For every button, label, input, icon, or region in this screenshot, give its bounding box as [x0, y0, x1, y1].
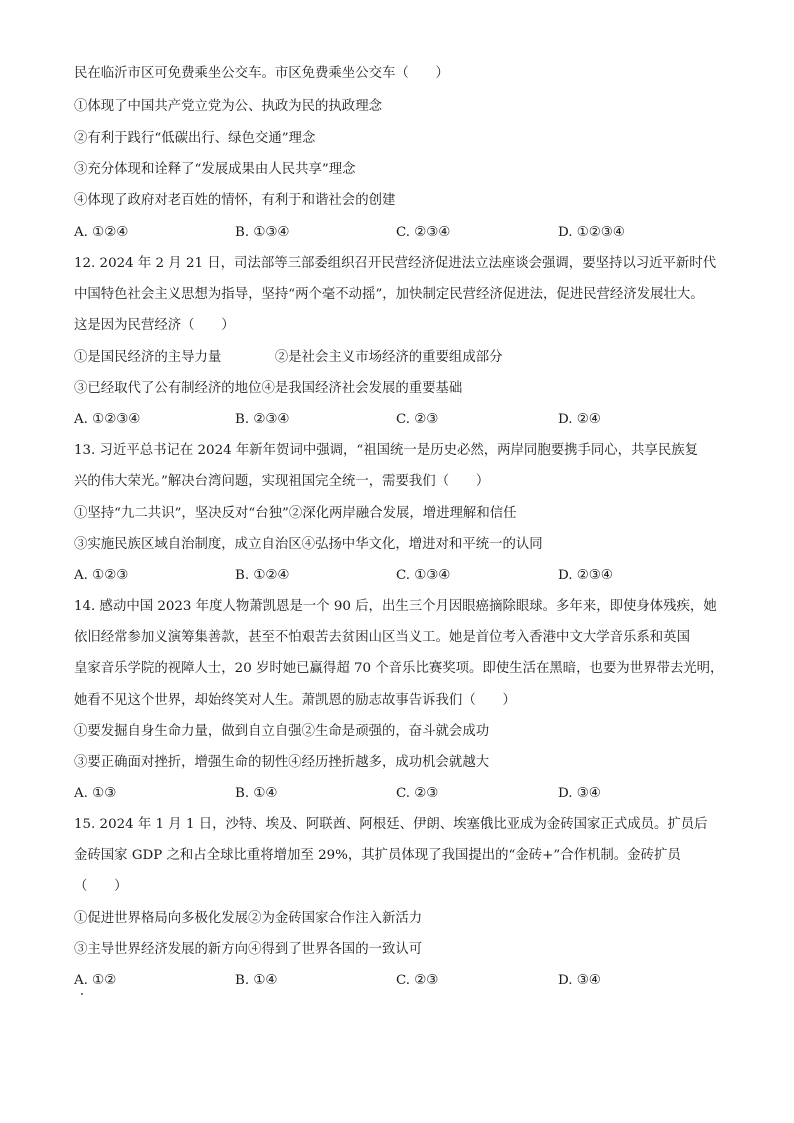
q12-option-line-1: ①是国民经济的主导力量 ②是社会主义市场经济的重要组成部分 — [74, 350, 503, 365]
q15-choice-a: A. ①② — [74, 973, 117, 988]
q14-stem-line-4: 她看不见这个世界，却始终笑对人生。萧凯恩的励志故事告诉我们（ ） — [74, 693, 516, 708]
q14-choice-d: D. ③④ — [558, 786, 601, 801]
q11-option-3: ③充分体现和诠释了“发展成果由人民共享”理念 — [74, 162, 356, 177]
q11-option-2: ②有利于践行“低碳出行、绿色交通”理念 — [74, 131, 316, 146]
q11-choice-a: A. ①②④ — [74, 225, 129, 240]
q14-stem-line-1: 14. 感动中国 2023 年度人物萧凯恩是一个 90 后，出生三个月因眼癌摘除眼球。多年来，即使身体残疾，她 — [74, 599, 717, 614]
q13-choices — [74, 566, 734, 586]
q15-choice-c: C. ②③ — [396, 973, 439, 988]
q15-choice-b: B. ①④ — [235, 973, 278, 988]
q12-choice-a: A. ①②③④ — [74, 412, 141, 427]
q14-option-line-1: ①要发掘自身生命力量，做到自立自强②生命是顽强的，奋斗就会成功 — [74, 724, 490, 739]
q11-choice-c: C. ②③④ — [396, 225, 451, 240]
q13-choice-c: C. ①③④ — [396, 568, 451, 583]
q12-choice-d: D. ②④ — [558, 412, 601, 427]
q12-choice-c: C. ②③ — [396, 412, 439, 427]
q14-option-line-2: ③要正确面对挫折，增强生命的韧性④经历挫折越多，成功机会就越大 — [74, 755, 490, 770]
q13-option-line-1: ①坚持“九二共识”，坚决反对“台独”②深化两岸融合发展，增进理解和信任 — [74, 506, 517, 521]
q14-stem-line-3: 皇家音乐学院的视障人士，20 岁时她已赢得超 70 个音乐比赛奖项。即使生活在黑暗，也要为世界带去光明， — [74, 661, 724, 676]
q15-option-line-1: ①促进世界格局向多极化发展②为金砖国家合作注入新活力 — [74, 911, 423, 926]
q11-choice-d: D. ①②③④ — [558, 225, 625, 240]
q13-stem-line-1: 13. 习近平总书记在 2024 年新年贺词中强调，“祖国统一是历史必然，两岸同胞要携手同心，共享民族复 — [74, 443, 699, 458]
q15-stem-line-3: （ ） — [74, 879, 128, 894]
q14-stem-line-2: 依旧经常参加义演筹集善款，甚至不怕艰苦去贫困山区当义工。她是首位考入香港中文大学音乐系和英国 — [74, 630, 690, 645]
q15-choices — [74, 971, 734, 991]
q14-choices — [74, 784, 734, 804]
q11-stem-line-1: 民在临沂市区可免费乘坐公交车。市区免费乘坐公交车（ ） — [74, 66, 449, 81]
q12-stem-line-1: 12. 2024 年 2 月 21 日，司法部等三部委组织召开民营经济促进法立法座谈会强调，要坚持以习近平新时代 — [74, 256, 717, 271]
q12-stem-line-3: 这是因为民营经济（ ） — [74, 318, 235, 333]
q12-option-line-2: ③已经取代了公有制经济的地位④是我国经济社会发展的重要基础 — [74, 381, 463, 396]
q13-choice-b: B. ①②④ — [235, 568, 290, 583]
q11-option-4: ④体现了政府对老百姓的情怀，有利于和谐社会的创建 — [74, 193, 396, 208]
q13-choice-a: A. ①②③ — [74, 568, 129, 583]
stray-mark — [81, 993, 83, 995]
q13-stem-line-2: 兴的伟大荣光。”解决台湾问题，实现祖国完全统一，需要我们（ ） — [74, 474, 490, 489]
q15-stem-line-2: 金砖国家 GDP 之和占全球比重将增加至 29%，其扩员体现了我国提出的“金砖+”合作机制。金砖扩员 — [74, 848, 681, 863]
q11-choices — [74, 223, 734, 243]
q15-choice-d: D. ③④ — [558, 973, 601, 988]
q12-choices — [74, 410, 734, 430]
q15-stem-line-1: 15. 2024 年 1 月 1 日，沙特、埃及、阿联酋、阿根廷、伊朗、埃塞俄比亚成为金砖国家正式成员。扩员后 — [74, 817, 708, 832]
q13-choice-d: D. ②③④ — [558, 568, 613, 583]
q14-choice-a: A. ①③ — [74, 786, 117, 801]
q15-option-line-2: ③主导世界经济发展的新方向④得到了世界各国的一致认可 — [74, 942, 423, 957]
q11-choice-b: B. ①③④ — [235, 225, 290, 240]
q14-choice-c: C. ②③ — [396, 786, 439, 801]
q13-option-line-2: ③实施民族区域自治制度，成立自治区④弘扬中华文化，增进对和平统一的认同 — [74, 537, 543, 552]
q14-choice-b: B. ①④ — [235, 786, 278, 801]
q11-option-1: ①体现了中国共产党立党为公、执政为民的执政理念 — [74, 99, 382, 114]
q12-stem-line-2: 中国特色社会主义思想为指导，坚持“两个毫不动摇”，加快制定民营经济促进法，促进民营经济发展壮大。 — [74, 287, 704, 302]
q12-choice-b: B. ②③④ — [235, 412, 290, 427]
